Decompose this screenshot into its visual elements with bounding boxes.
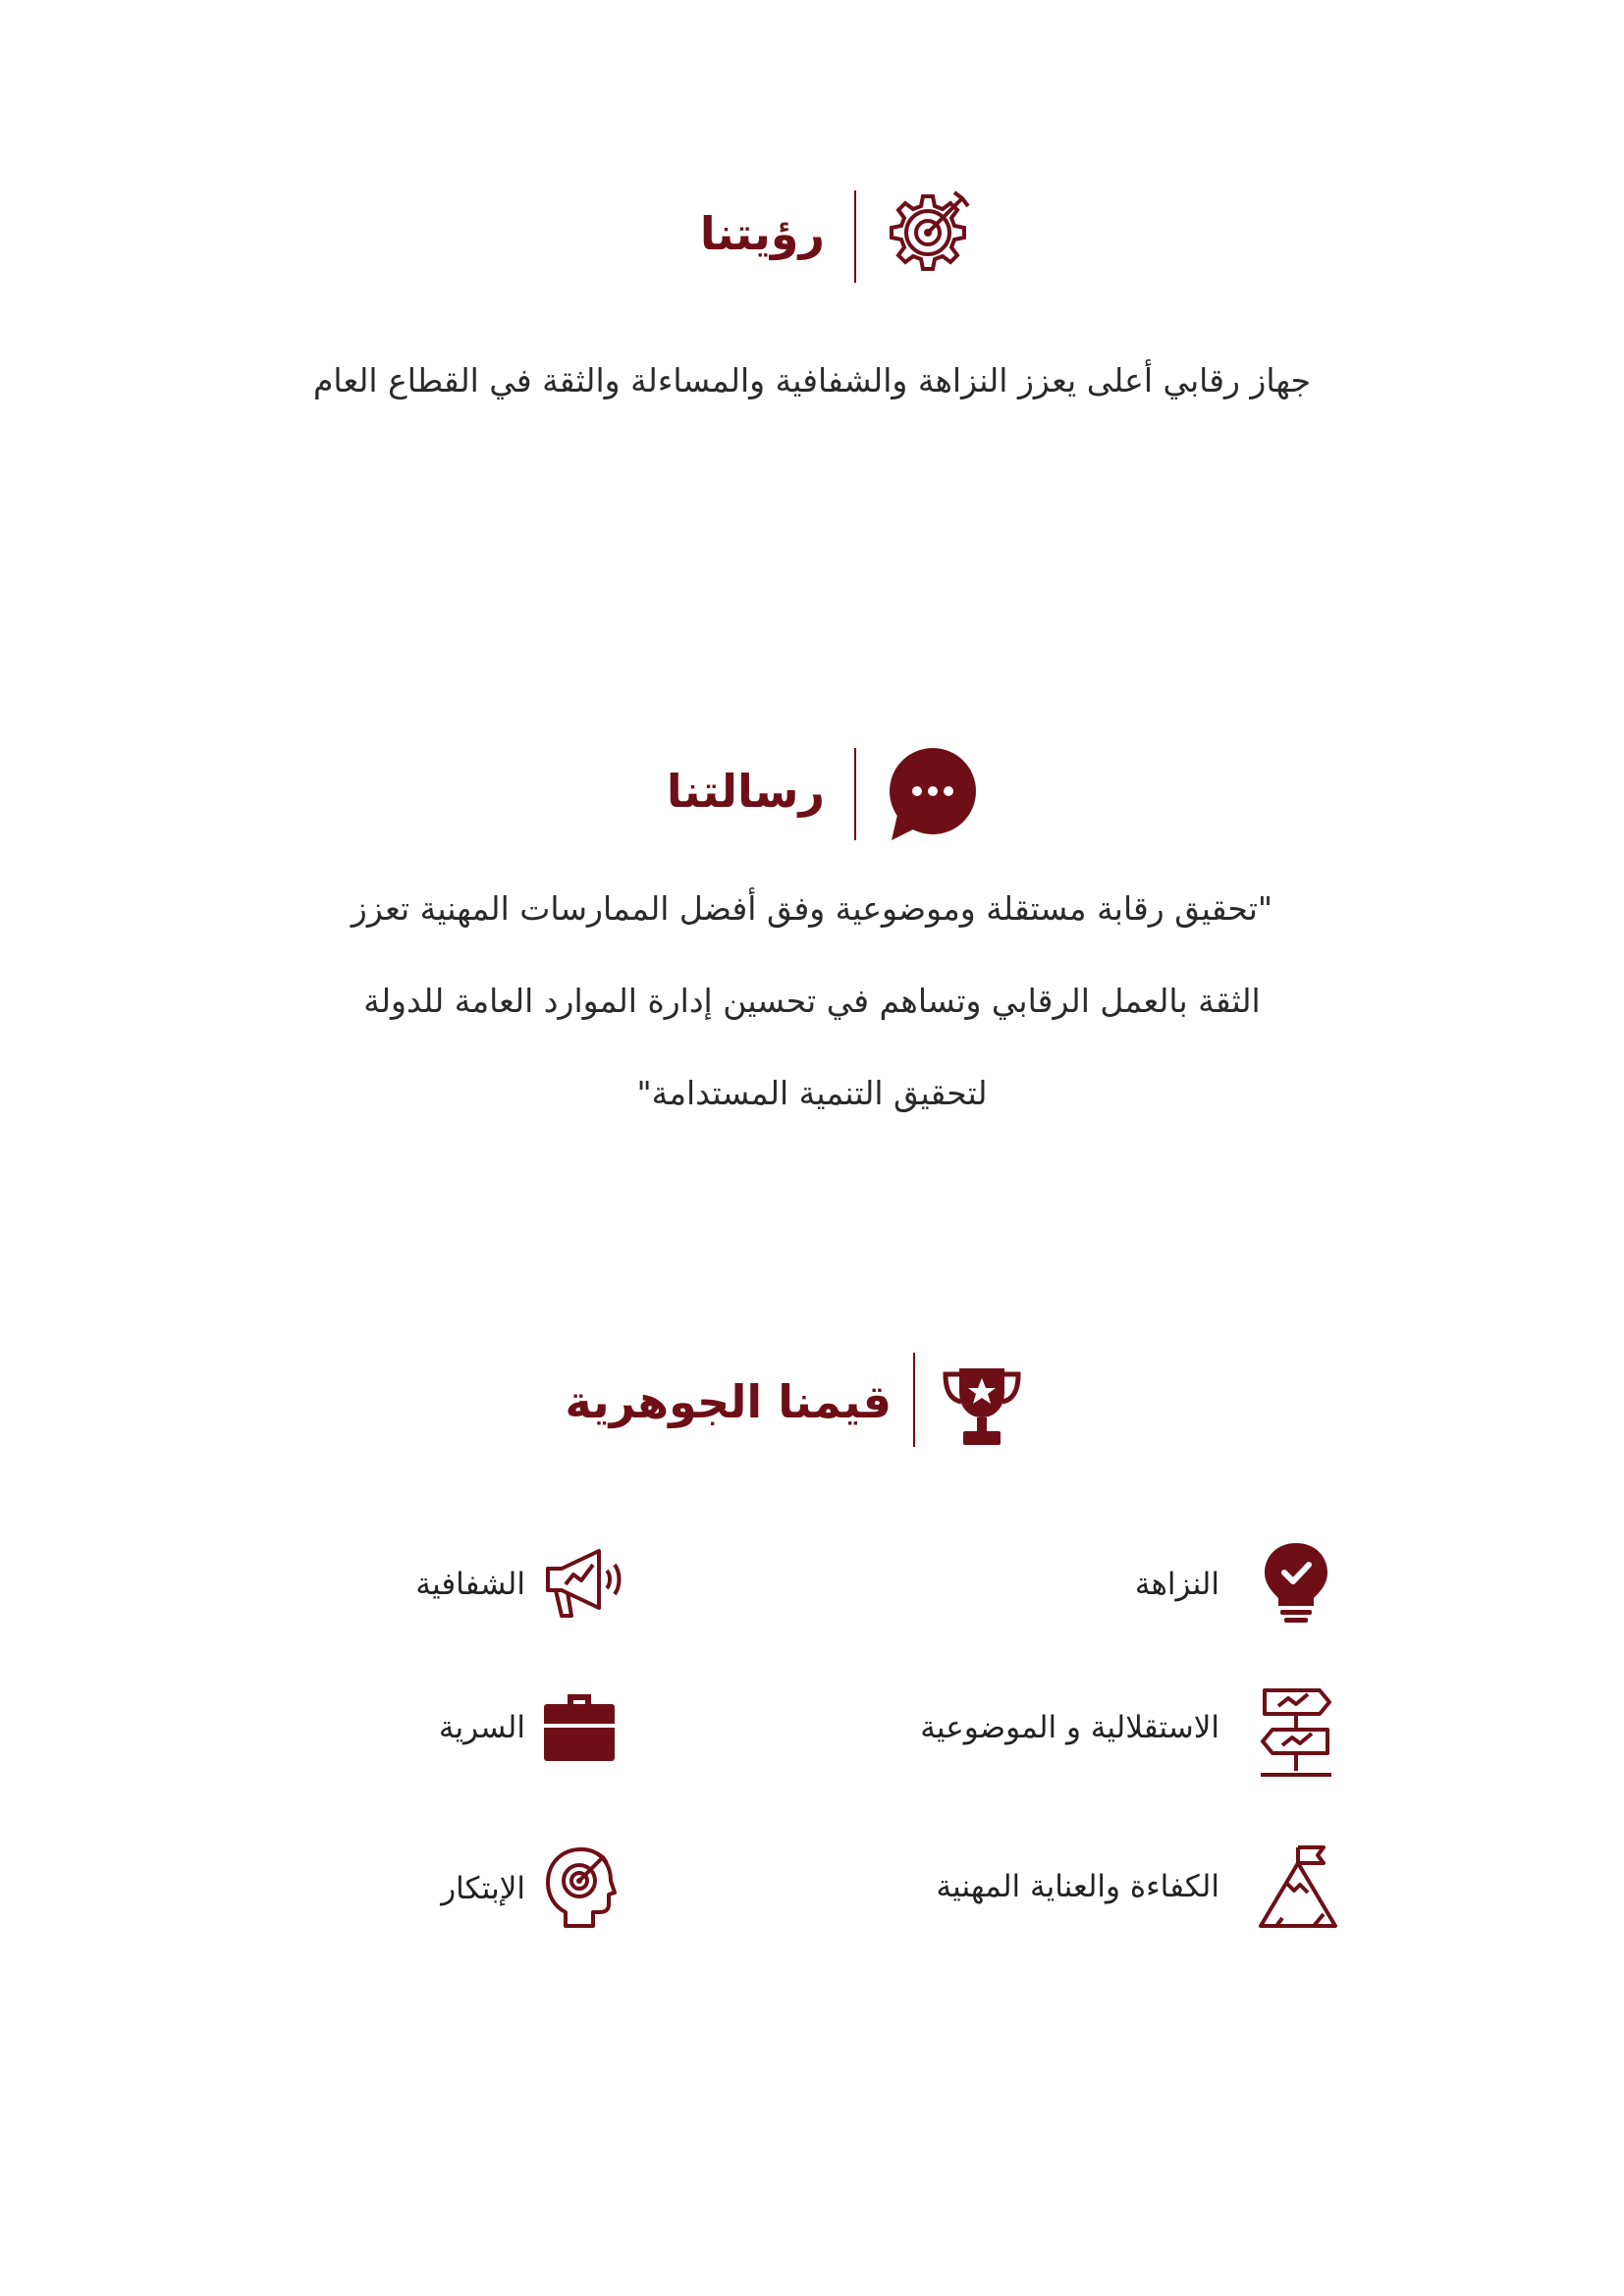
vision-header bbox=[687, 188, 1001, 283]
value-label: الكفاءة والعناية المهنية bbox=[936, 1869, 1219, 1904]
mission-line-3: لتحقيق التنمية المستدامة" bbox=[636, 1074, 988, 1112]
target-gear-icon bbox=[884, 188, 982, 291]
value-label: النزاهة bbox=[1134, 1567, 1219, 1602]
speech-bubble-icon bbox=[884, 746, 978, 848]
values-header bbox=[565, 1353, 1031, 1447]
value-label: السرية bbox=[438, 1710, 525, 1745]
megaphone-icon bbox=[540, 1545, 628, 1628]
value-integrity bbox=[884, 1539, 1345, 1637]
vision-divider bbox=[854, 190, 856, 283]
trophy-icon bbox=[938, 1362, 1026, 1455]
value-competence bbox=[884, 1843, 1345, 1942]
value-label: الشفافية bbox=[415, 1567, 525, 1602]
mission-line-2: الثقة بالعمل الرقابي وتساهم في تحسين إدارة الموارد العامة للدولة bbox=[363, 982, 1261, 1020]
value-transparency bbox=[363, 1539, 658, 1637]
mission-title: رسالتنا bbox=[666, 765, 825, 818]
mission-divider bbox=[854, 748, 856, 840]
mountain-flag-icon bbox=[1257, 1843, 1339, 1936]
value-independence bbox=[884, 1681, 1345, 1779]
signpost-icon bbox=[1257, 1681, 1335, 1783]
briefcase-icon bbox=[540, 1690, 619, 1769]
lightbulb-check-icon bbox=[1257, 1539, 1335, 1631]
values-title: قيمنا الجوهرية bbox=[565, 1375, 892, 1428]
value-confidentiality bbox=[363, 1681, 658, 1779]
value-label: الإبتكار bbox=[441, 1871, 525, 1906]
values-divider bbox=[913, 1353, 915, 1447]
value-innovation bbox=[363, 1843, 658, 1942]
mission-header bbox=[666, 746, 1001, 840]
head-target-icon bbox=[540, 1843, 619, 1936]
vision-title: رؤيتنا bbox=[699, 207, 825, 260]
value-label: الاستقلالية و الموضوعية bbox=[920, 1710, 1219, 1745]
vision-text: جهاز رقابي أعلى يعزز النزاهة والشفافية والمساءلة والثقة في القطاع العام bbox=[312, 361, 1312, 400]
mission-line-1: "تحقيق رقابة مستقلة وموضوعية وفق أفضل الممارسات المهنية تعزز bbox=[351, 889, 1273, 928]
